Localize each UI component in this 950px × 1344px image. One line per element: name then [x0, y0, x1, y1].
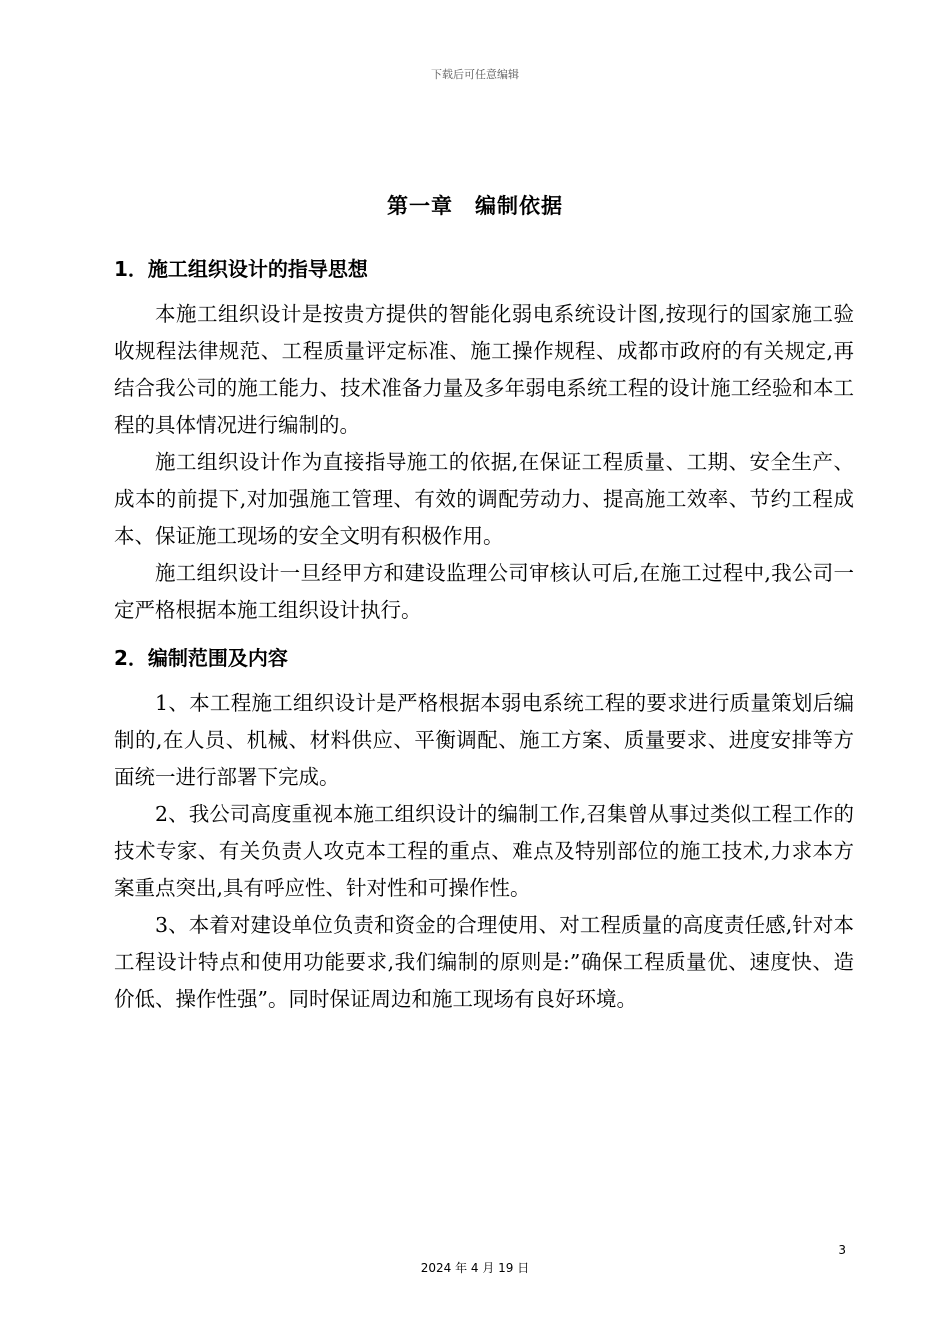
section-title-scope-content: 2．编制范围及内容: [114, 646, 288, 670]
section-title-guiding-ideas: 1．施工组织设计的指导思想: [114, 257, 368, 281]
paragraph: 1、本工程施工组织设计是严格根据本弱电系统工程的要求进行质量策划后编制的,在人员、机械、材料供应、平衡调配、施工方案、质量要求、进度安排等方面统一进行部署下完成。: [114, 691, 854, 789]
paragraph: 施工组织设计作为直接指导施工的依据,在保证工程质量、工期、安全生产、成本的前提下,对加强施工管理、有效的调配劳动力、提高施工效率、节约工程成本、保证施工现场的安全文明有积极作用。: [114, 450, 854, 548]
paragraph: 3、本着对建设单位负责和资金的合理使用、对工程质量的高度责任感,针对本工程设计特点和使用功能要求,我们编制的原则是:”确保工程质量优、速度快、造价低、操作性强”。同时保证周边和施工现场有良好环境。: [114, 913, 854, 1011]
page-header: 下载后可任意编辑: [431, 68, 519, 81]
paragraph: 2、我公司高度重视本施工组织设计的编制工作,召集曾从事过类似工程工作的技术专家、有关负责人攻克本工程的重点、难点及特别部位的施工技术,力求本方案重点突出,具有呼应性、针对性和可操作性。: [114, 802, 854, 900]
chapter-title: 第一章 编制依据: [387, 194, 563, 218]
document-body: [114, 250, 854, 1018]
paragraph: 本施工组织设计是按贵方提供的智能化弱电系统设计图,按现行的国家施工验收规程法律规范、工程质量评定标准、施工操作规程、成都市政府的有关规定,再结合我公司的施工能力、技术准备力量及多年弱电系统工程的设计施工经验和本工程的具体情况进行编制的。: [114, 302, 854, 437]
paragraph: 施工组织设计一旦经甲方和建设监理公司审核认可后,在施工过程中,我公司一定严格根据本施工组织设计执行。: [114, 561, 854, 622]
page-number: 3: [838, 1243, 846, 1257]
footer-date: 2024 年 4 月 19 日: [420, 1261, 530, 1275]
